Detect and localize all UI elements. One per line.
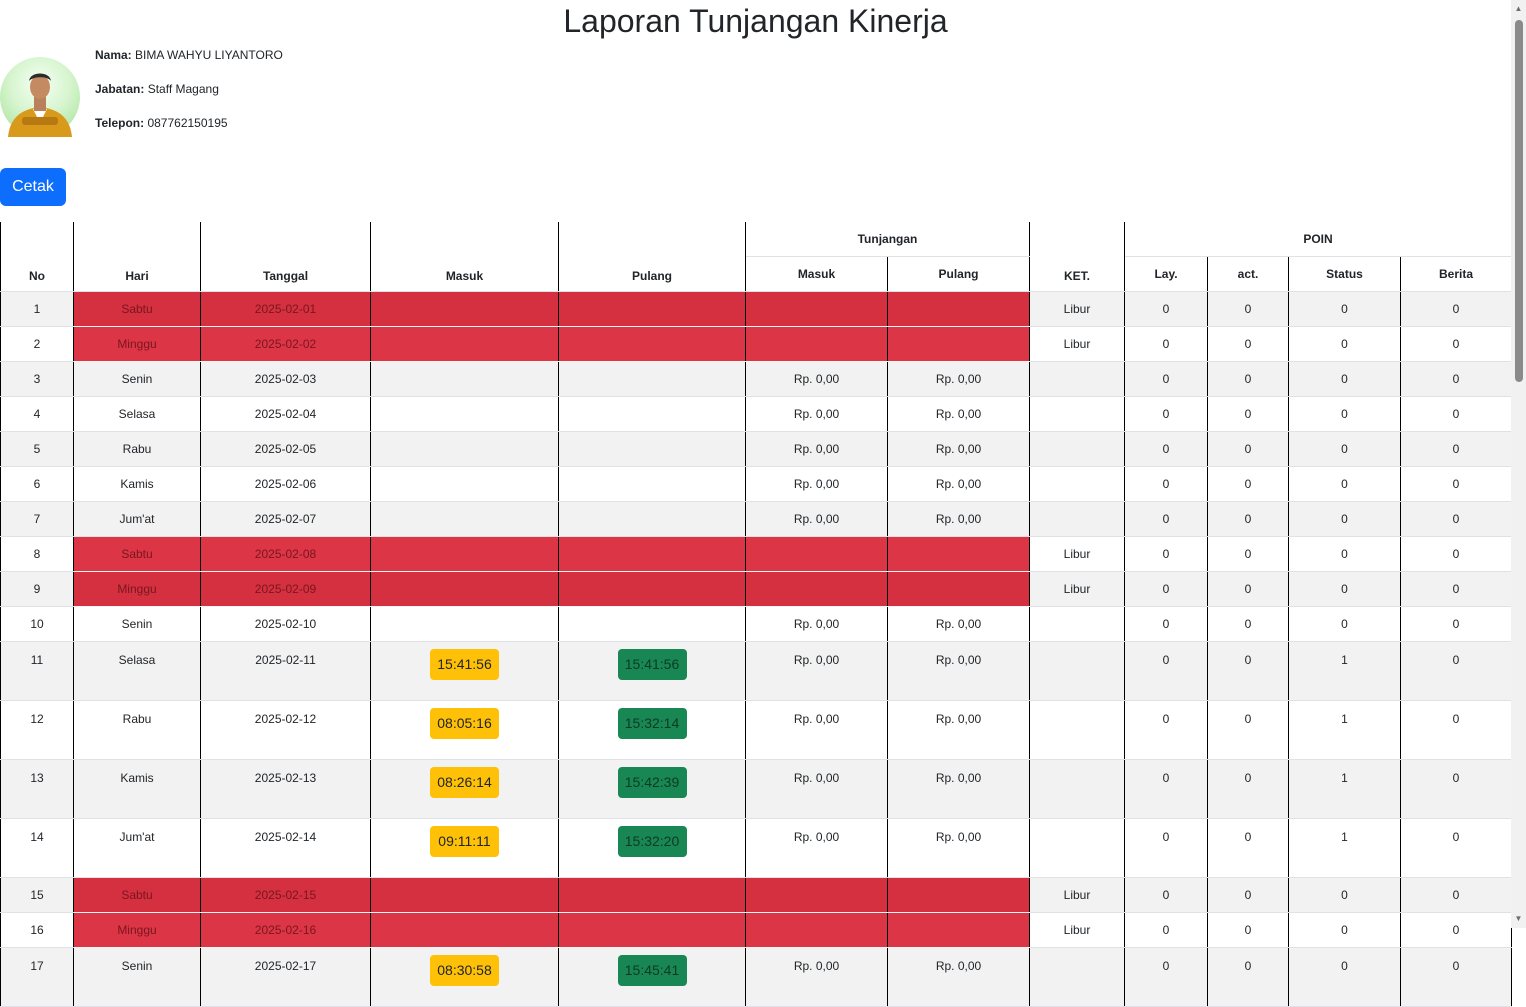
cell-masuk — [371, 607, 559, 642]
header-tunjangan: Tunjangan — [746, 222, 1030, 257]
table-row — [1, 397, 1512, 432]
cell-berita: 0 — [1401, 701, 1512, 760]
cell-hari: Minggu — [74, 572, 201, 607]
cell-lay: 0 — [1125, 327, 1208, 362]
cell-pulang — [559, 607, 746, 642]
cell-t-masuk: Rp. 0,00 — [746, 760, 888, 819]
cell-tanggal: 2025-02-13 — [201, 760, 371, 819]
cell-t-masuk: Rp. 0,00 — [746, 432, 888, 467]
cell-no: 17 — [1, 948, 74, 1007]
cell-berita: 0 — [1401, 819, 1512, 878]
cell-lay: 0 — [1125, 913, 1208, 948]
cell-pulang — [559, 948, 746, 1007]
cell-t-pulang: Rp. 0,00 — [888, 397, 1030, 432]
cell-ket: Libur — [1030, 878, 1125, 913]
cell-ket: Libur — [1030, 292, 1125, 327]
cell-ket — [1030, 607, 1125, 642]
cell-lay: 0 — [1125, 292, 1208, 327]
cell-berita: 0 — [1401, 572, 1512, 607]
vertical-scrollbar[interactable] — [1511, 0, 1526, 928]
telepon-label: Telepon: — [95, 116, 145, 130]
cell-no: 13 — [1, 760, 74, 819]
cell-lay: 0 — [1125, 878, 1208, 913]
cell-status: 0 — [1289, 948, 1401, 1007]
cell-status: 1 — [1289, 760, 1401, 819]
cell-masuk — [371, 292, 559, 327]
table-row — [1, 948, 1512, 1007]
cell-t-masuk: Rp. 0,00 — [746, 467, 888, 502]
cell-act: 0 — [1208, 397, 1289, 432]
cell-hari: Senin — [74, 948, 201, 1007]
header-pulang: Pulang — [559, 222, 746, 292]
cell-status: 1 — [1289, 642, 1401, 701]
cell-lay: 0 — [1125, 642, 1208, 701]
cell-pulang — [559, 760, 746, 819]
cell-status: 0 — [1289, 292, 1401, 327]
cell-masuk — [371, 701, 559, 760]
cell-masuk — [371, 397, 559, 432]
cell-no: 16 — [1, 913, 74, 948]
cell-t-masuk — [746, 537, 888, 572]
table-row — [1, 913, 1512, 948]
header-no: No — [1, 222, 74, 292]
cell-status: 0 — [1289, 362, 1401, 397]
cell-status: 0 — [1289, 878, 1401, 913]
jabatan-value: Staff Magang — [147, 82, 219, 96]
cell-no: 10 — [1, 607, 74, 642]
cell-berita: 0 — [1401, 642, 1512, 701]
header-row-groups — [1, 222, 1512, 257]
pulang-time-badge: 15:32:14 — [618, 708, 687, 739]
cell-tanggal: 2025-02-15 — [201, 878, 371, 913]
cell-lay: 0 — [1125, 819, 1208, 878]
cell-act: 0 — [1208, 701, 1289, 760]
cell-berita: 0 — [1401, 948, 1512, 1007]
cell-act: 0 — [1208, 878, 1289, 913]
cell-masuk — [371, 432, 559, 467]
cell-act: 0 — [1208, 913, 1289, 948]
cell-act: 0 — [1208, 432, 1289, 467]
cell-t-masuk — [746, 913, 888, 948]
cell-act: 0 — [1208, 362, 1289, 397]
nama-label: Nama: — [95, 48, 132, 62]
cell-tanggal: 2025-02-05 — [201, 432, 371, 467]
table-row — [1, 701, 1512, 760]
cell-pulang — [559, 878, 746, 913]
cell-ket — [1030, 432, 1125, 467]
header-tunjangan-pulang: Pulang — [888, 257, 1030, 292]
table-row — [1, 760, 1512, 819]
cell-status: 0 — [1289, 537, 1401, 572]
cell-t-pulang: Rp. 0,00 — [888, 502, 1030, 537]
cell-pulang — [559, 537, 746, 572]
cell-t-masuk: Rp. 0,00 — [746, 362, 888, 397]
cell-tanggal: 2025-02-03 — [201, 362, 371, 397]
cell-tanggal: 2025-02-14 — [201, 819, 371, 878]
cell-tanggal: 2025-02-04 — [201, 397, 371, 432]
nama-value: BIMA WAHYU LIYANTORO — [135, 48, 283, 62]
cell-hari: Senin — [74, 362, 201, 397]
cell-masuk — [371, 760, 559, 819]
profile-info — [95, 47, 283, 149]
cell-lay: 0 — [1125, 572, 1208, 607]
cell-ket: Libur — [1030, 913, 1125, 948]
cell-masuk — [371, 948, 559, 1007]
table-row — [1, 572, 1512, 607]
cell-tanggal: 2025-02-17 — [201, 948, 371, 1007]
cell-pulang — [559, 327, 746, 362]
cell-lay: 0 — [1125, 701, 1208, 760]
cell-berita: 0 — [1401, 607, 1512, 642]
cell-hari: Sabtu — [74, 537, 201, 572]
cell-no: 1 — [1, 292, 74, 327]
cell-ket — [1030, 701, 1125, 760]
jabatan-label: Jabatan: — [95, 82, 145, 96]
pulang-time-badge: 15:32:20 — [618, 826, 687, 857]
scroll-down-icon[interactable]: ▼ — [1514, 914, 1523, 923]
table-row — [1, 292, 1512, 327]
cell-t-masuk: Rp. 0,00 — [746, 819, 888, 878]
cell-ket: Libur — [1030, 572, 1125, 607]
cell-ket — [1030, 948, 1125, 1007]
cell-act: 0 — [1208, 537, 1289, 572]
cell-no: 3 — [1, 362, 74, 397]
cell-act: 0 — [1208, 948, 1289, 1007]
cell-pulang — [559, 467, 746, 502]
cell-pulang — [559, 292, 746, 327]
cell-act: 0 — [1208, 572, 1289, 607]
cell-ket — [1030, 502, 1125, 537]
cell-t-pulang: Rp. 0,00 — [888, 607, 1030, 642]
cell-t-masuk: Rp. 0,00 — [746, 701, 888, 760]
cell-pulang — [559, 701, 746, 760]
cell-t-masuk — [746, 327, 888, 362]
table-row — [1, 878, 1512, 913]
cell-lay: 0 — [1125, 467, 1208, 502]
cell-pulang — [559, 362, 746, 397]
masuk-time-badge: 08:30:58 — [430, 955, 499, 986]
header-tunjangan-masuk: Masuk — [746, 257, 888, 292]
table-row — [1, 642, 1512, 701]
cell-masuk — [371, 537, 559, 572]
profile-telepon — [95, 115, 283, 132]
cell-no: 15 — [1, 878, 74, 913]
cell-berita: 0 — [1401, 760, 1512, 819]
table-row — [1, 607, 1512, 642]
cell-status: 0 — [1289, 327, 1401, 362]
cell-status: 0 — [1289, 607, 1401, 642]
cell-ket — [1030, 362, 1125, 397]
pulang-time-badge: 15:42:39 — [618, 767, 687, 798]
cell-no: 7 — [1, 502, 74, 537]
cell-no: 11 — [1, 642, 74, 701]
cell-tanggal: 2025-02-08 — [201, 537, 371, 572]
cell-ket — [1030, 642, 1125, 701]
cell-act: 0 — [1208, 819, 1289, 878]
header-berita: Berita — [1401, 257, 1512, 292]
cell-no: 8 — [1, 537, 74, 572]
cell-pulang — [559, 819, 746, 878]
cell-ket — [1030, 819, 1125, 878]
cell-tanggal: 2025-02-02 — [201, 327, 371, 362]
scrollbar-thumb[interactable] — [1515, 20, 1523, 382]
cell-lay: 0 — [1125, 948, 1208, 1007]
cell-t-masuk: Rp. 0,00 — [746, 948, 888, 1007]
header-poin: POIN — [1125, 222, 1512, 257]
cell-lay: 0 — [1125, 502, 1208, 537]
cell-masuk — [371, 467, 559, 502]
cell-act: 0 — [1208, 760, 1289, 819]
cell-t-pulang: Rp. 0,00 — [888, 760, 1030, 819]
cell-no: 14 — [1, 819, 74, 878]
cell-t-pulang — [888, 537, 1030, 572]
cell-t-masuk: Rp. 0,00 — [746, 642, 888, 701]
cell-berita: 0 — [1401, 537, 1512, 572]
cell-no: 6 — [1, 467, 74, 502]
cell-t-pulang: Rp. 0,00 — [888, 819, 1030, 878]
cell-t-masuk — [746, 878, 888, 913]
cell-status: 0 — [1289, 572, 1401, 607]
cell-hari: Selasa — [74, 642, 201, 701]
cell-t-masuk: Rp. 0,00 — [746, 502, 888, 537]
cell-t-masuk: Rp. 0,00 — [746, 397, 888, 432]
cell-status: 0 — [1289, 397, 1401, 432]
cell-ket: Libur — [1030, 537, 1125, 572]
table-row — [1, 819, 1512, 878]
cell-no: 5 — [1, 432, 74, 467]
cell-t-pulang — [888, 292, 1030, 327]
cell-t-pulang: Rp. 0,00 — [888, 948, 1030, 1007]
cell-berita: 0 — [1401, 878, 1512, 913]
cell-act: 0 — [1208, 327, 1289, 362]
cell-hari: Sabtu — [74, 878, 201, 913]
cell-tanggal: 2025-02-12 — [201, 701, 371, 760]
cell-status: 0 — [1289, 913, 1401, 948]
cell-masuk — [371, 878, 559, 913]
cell-pulang — [559, 913, 746, 948]
cell-masuk — [371, 572, 559, 607]
cell-t-pulang — [888, 878, 1030, 913]
cell-ket — [1030, 760, 1125, 819]
cell-masuk — [371, 502, 559, 537]
cell-act: 0 — [1208, 502, 1289, 537]
cell-t-pulang: Rp. 0,00 — [888, 362, 1030, 397]
cell-hari: Minggu — [74, 327, 201, 362]
cell-no: 2 — [1, 327, 74, 362]
cell-hari: Kamis — [74, 467, 201, 502]
cell-lay: 0 — [1125, 432, 1208, 467]
header-tanggal: Tanggal — [201, 222, 371, 292]
cell-berita: 0 — [1401, 362, 1512, 397]
cell-pulang — [559, 432, 746, 467]
pulang-time-badge: 15:41:56 — [618, 649, 687, 680]
header-masuk: Masuk — [371, 222, 559, 292]
cell-pulang — [559, 502, 746, 537]
cell-hari: Senin — [74, 607, 201, 642]
cell-tanggal: 2025-02-16 — [201, 913, 371, 948]
cell-hari: Minggu — [74, 913, 201, 948]
cell-t-pulang — [888, 327, 1030, 362]
cell-status: 0 — [1289, 467, 1401, 502]
table-row — [1, 467, 1512, 502]
table-row — [1, 327, 1512, 362]
cell-status: 0 — [1289, 432, 1401, 467]
cell-t-masuk — [746, 572, 888, 607]
cell-hari: Sabtu — [74, 292, 201, 327]
header-act: act. — [1208, 257, 1289, 292]
cell-t-pulang: Rp. 0,00 — [888, 701, 1030, 760]
cell-tanggal: 2025-02-09 — [201, 572, 371, 607]
cell-act: 0 — [1208, 642, 1289, 701]
cell-tanggal: 2025-02-11 — [201, 642, 371, 701]
profile-jabatan — [95, 81, 283, 98]
table-row — [1, 537, 1512, 572]
header-ket: KET. — [1030, 222, 1125, 292]
cell-status: 0 — [1289, 502, 1401, 537]
user-photo-icon — [0, 57, 80, 137]
cell-masuk — [371, 642, 559, 701]
profile-nama — [95, 47, 283, 64]
cell-hari: Rabu — [74, 432, 201, 467]
cell-no: 12 — [1, 701, 74, 760]
cell-no: 4 — [1, 397, 74, 432]
masuk-time-badge: 09:11:11 — [430, 826, 499, 857]
cell-tanggal: 2025-02-07 — [201, 502, 371, 537]
cell-status: 1 — [1289, 819, 1401, 878]
cell-pulang — [559, 397, 746, 432]
cell-ket — [1030, 467, 1125, 502]
cell-berita: 0 — [1401, 502, 1512, 537]
print-button[interactable]: Cetak — [0, 168, 66, 206]
cell-act: 0 — [1208, 467, 1289, 502]
cell-hari: Jum'at — [74, 819, 201, 878]
cell-tanggal: 2025-02-10 — [201, 607, 371, 642]
telepon-value: 087762150195 — [147, 116, 228, 130]
cell-t-pulang — [888, 572, 1030, 607]
cell-masuk — [371, 913, 559, 948]
avatar — [0, 57, 80, 137]
cell-lay: 0 — [1125, 397, 1208, 432]
cell-act: 0 — [1208, 607, 1289, 642]
cell-t-pulang: Rp. 0,00 — [888, 642, 1030, 701]
cell-berita: 0 — [1401, 397, 1512, 432]
scroll-up-icon[interactable]: ▲ — [1514, 4, 1523, 13]
cell-lay: 0 — [1125, 760, 1208, 819]
cell-berita: 0 — [1401, 292, 1512, 327]
table-row — [1, 362, 1512, 397]
cell-status: 1 — [1289, 701, 1401, 760]
cell-no: 9 — [1, 572, 74, 607]
cell-hari: Kamis — [74, 760, 201, 819]
report-body — [1, 292, 1512, 1007]
cell-masuk — [371, 327, 559, 362]
page-title: Laporan Tunjangan Kinerja — [563, 3, 948, 39]
report-table — [0, 222, 1512, 1007]
cell-masuk — [371, 819, 559, 878]
cell-lay: 0 — [1125, 362, 1208, 397]
cell-hari: Rabu — [74, 701, 201, 760]
cell-tanggal: 2025-02-06 — [201, 467, 371, 502]
cell-masuk — [371, 362, 559, 397]
cell-berita: 0 — [1401, 467, 1512, 502]
masuk-time-badge: 08:26:14 — [430, 767, 499, 798]
header-hari: Hari — [74, 222, 201, 292]
cell-ket — [1030, 397, 1125, 432]
cell-hari: Jum'at — [74, 502, 201, 537]
cell-lay: 0 — [1125, 537, 1208, 572]
cell-berita: 0 — [1401, 913, 1512, 948]
header-status: Status — [1289, 257, 1401, 292]
cell-hari: Selasa — [74, 397, 201, 432]
cell-tanggal: 2025-02-01 — [201, 292, 371, 327]
cell-berita: 0 — [1401, 327, 1512, 362]
cell-pulang — [559, 642, 746, 701]
cell-lay: 0 — [1125, 607, 1208, 642]
masuk-time-badge: 15:41:56 — [430, 649, 499, 680]
cell-ket: Libur — [1030, 327, 1125, 362]
pulang-time-badge: 15:45:41 — [618, 955, 687, 986]
header-lay: Lay. — [1125, 257, 1208, 292]
cell-act: 0 — [1208, 292, 1289, 327]
cell-pulang — [559, 572, 746, 607]
cell-t-pulang — [888, 913, 1030, 948]
cell-t-pulang: Rp. 0,00 — [888, 432, 1030, 467]
table-row — [1, 502, 1512, 537]
cell-t-masuk — [746, 292, 888, 327]
cell-t-masuk: Rp. 0,00 — [746, 607, 888, 642]
cell-t-pulang: Rp. 0,00 — [888, 467, 1030, 502]
cell-berita: 0 — [1401, 432, 1512, 467]
masuk-time-badge: 08:05:16 — [430, 708, 499, 739]
table-row — [1, 432, 1512, 467]
